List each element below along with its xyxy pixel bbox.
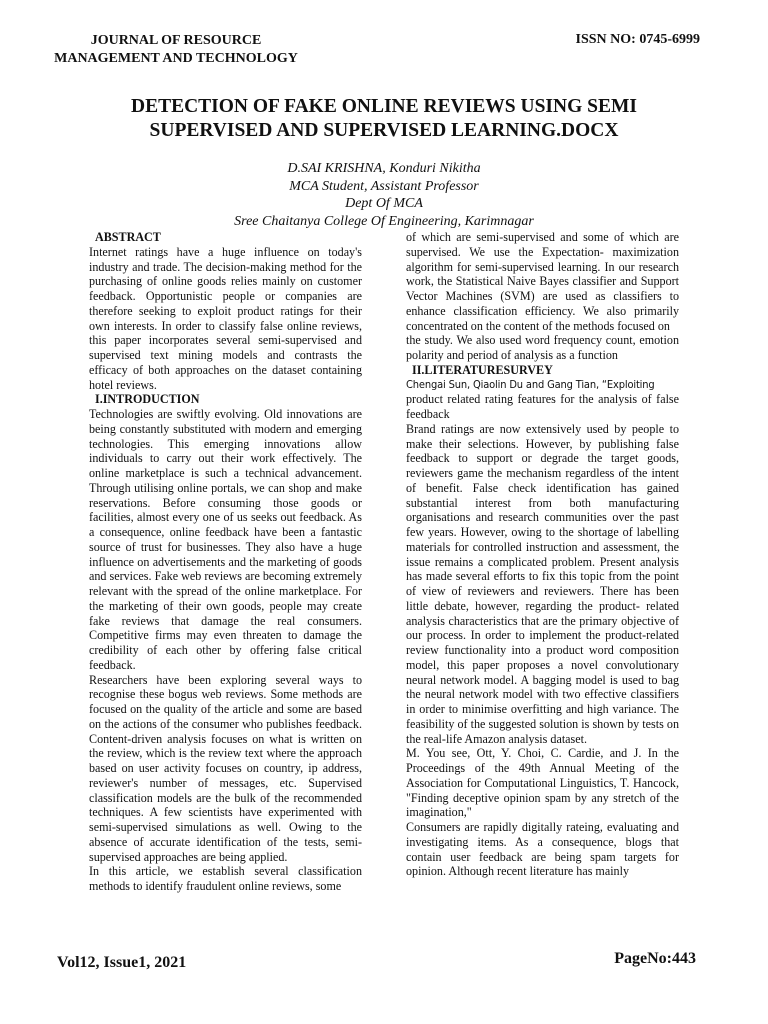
issn-number: ISSN NO: 0745-6999 <box>575 32 700 47</box>
abstract-text: Internet ratings have a huge influence on today's industry and trade. The decision-making method for the purchasing of online goods relies mainly on customer feedback. Opportunistic people or companies are therefore seeking to exploit product ratings for their own interests. In order to classify false online reviews, this paper incorporates several semi-supervised and supervised text mining models and contrasts the efficacy of both approaches on the dataset containing hotel reviews. <box>89 244 362 392</box>
journal-name-line2: MANAGEMENT AND TECHNOLOGY <box>54 51 298 66</box>
author-college: Sree Chaitanya College Of Engineering, Karimnagar <box>234 213 534 229</box>
reference-1-authors: Chengai Sun, Qiaolin Du and Gang Tian, “Exploiting <box>406 377 655 391</box>
literature-survey-heading: II.LITERATURESURVEY <box>412 362 553 377</box>
methods-paragraph-1: of which are semi-supervised and some of which are supervised. We use the Expectation- maximization algorithm for semi-supervised learning. In our research work, the Statistical Naive Bayes classifier and Support Vector Machines (SVM) are used as classifiers to enhance classification efficiency. We also primarily concentrated on the content of the methods focused on <box>406 230 679 333</box>
journal-name-line1: JOURNAL OF RESOURCE <box>90 33 262 48</box>
author-department: Dept Of MCA <box>345 196 423 211</box>
author-block <box>60 160 708 230</box>
introduction-paragraph-2: Researchers have been exploring several ways to recognise these bogus web reviews. Some methods are focused on the quality of the article and some are based on the actions of the consumer who publishes feedback. Content-driven analysis focuses on what is written on the review, which is the review text where the approach based on user activity focuses on country, ip address, reviewer's number of messages, etc. Supervised classification models are the bulk of the recommended techniques. A few scientists have experimented with semi-supervised simulations as well. Owing to the absence of accurate identification of the tests, semi-supervised approaches are being applied. <box>89 672 362 864</box>
page-number: PageNo:443 <box>614 950 696 967</box>
methods-paragraph-2: the study. We also used word frequency count, emotion polarity and period of analysis as a function <box>406 333 679 362</box>
literature-paragraph-3: Consumers are rapidly digitally rateing, evaluating and investigating items. As a consequence, blogs that contain user feedback are being spam targets for opinion. Although recent literature has mainly <box>406 820 679 879</box>
journal-name <box>40 32 312 68</box>
literature-paragraph-1: Brand ratings are now extensively used by people to make their selections. However, by publishing false feedback to support or degrade the target goods, reviewers game the mechanism regardless of the intent of benefit. False check identification has gained substantial interest from both manufacturing organisations and research communities over the past few years. However, owing to the shortage of labelling materials for controlled instruction and assessment, the issue remains a complicated problem. Present analysis has made several efforts to fix this topic from the point of view of reviewers and reviewers. There has been little debate, however, regarding the product- related analysis characteristics that are the primary objective of our process. In order to implement the product-related review functionality into a product word composition model, this paper proposes a novel convolutionary neural network model. A bagging model is used to bag the neural network model with two effective classifiers in order to minimise overfitting and high variance. The feasibility of the suggested solution is shown by tests on the real-life Amazon analysis dataset. <box>406 421 679 746</box>
introduction-heading: I.INTRODUCTION <box>95 392 200 407</box>
paper-title <box>60 95 708 143</box>
left-column <box>89 230 362 894</box>
reference-1-title: product related rating features for the analysis of false feedback <box>406 392 679 421</box>
right-column <box>406 230 679 879</box>
paper-title-line1: DETECTION OF FAKE ONLINE REVIEWS USING SEMI <box>130 96 637 117</box>
abstract-heading: ABSTRACT <box>95 230 161 244</box>
author-roles: MCA Student, Assistant Professor <box>289 178 479 194</box>
volume-issue: Vol12, Issue1, 2021 <box>57 954 187 971</box>
introduction-paragraph-3: In this article, we establish several classification methods to identify fraudulent online reviews, some <box>89 864 362 893</box>
author-names: D.SAI KRISHNA, Konduri Nikitha <box>287 161 481 176</box>
paper-title-line2: SUPERVISED AND SUPERVISED LEARNING.DOCX <box>149 120 619 141</box>
introduction-paragraph-1: Technologies are swiftly evolving. Old innovations are being constantly substituted with modern and emerging technologies. This emerging innovations allow individuals to carry out their work effectively. The online marketplace is such a technical advancement. Through utilising online portals, we can shop and make reservations. Before consuming those goods or facilities, almost every one of us seeks out feedback. As a consequence, online feedback have been a fantastic source of trust for businesses. They also have a huge influence on advertisements and the marketing of goods and services. Fake web reviews are becoming extremely relevant with the spread of the online marketplace. For the marketing of their own goods, people may create fake reviews that damage the real consumers. Competitive firms may even threaten to damage the credibility of each other by offering false critical feedback. <box>89 407 362 672</box>
literature-paragraph-2: M. You see, Ott, Y. Choi, C. Cardie, and J. In the Proceedings of the 49th Annual Meeting of the Association for Computational Linguistics, T. Hancock, "Finding deceptive opinion spam by any stretch of the imagination," <box>406 746 679 820</box>
